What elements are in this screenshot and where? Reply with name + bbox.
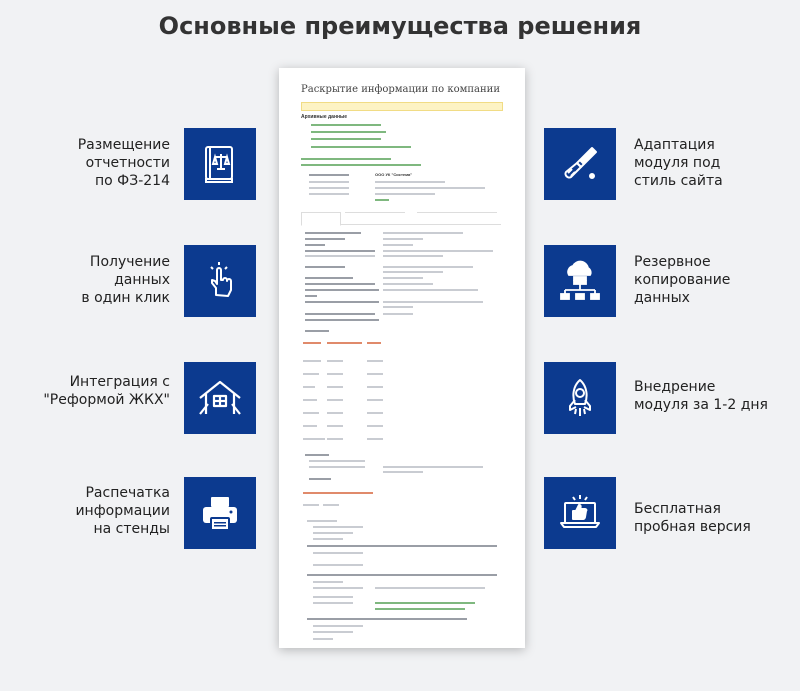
feature-label-trial <box>634 500 800 536</box>
rocket-icon <box>544 362 616 434</box>
row-value <box>383 255 443 257</box>
row-label <box>313 631 353 633</box>
row-value <box>383 289 478 291</box>
schedule-cell <box>367 399 383 401</box>
field-value <box>375 193 435 195</box>
row-value <box>383 232 463 234</box>
row-label <box>313 596 353 598</box>
row-value <box>383 250 493 252</box>
row-label <box>305 454 329 456</box>
row-value <box>383 244 413 246</box>
row-value <box>383 306 413 308</box>
archive-link[interactable] <box>311 138 381 140</box>
row-label <box>305 238 345 240</box>
notice-banner <box>301 102 503 111</box>
schedule-header <box>327 342 362 344</box>
feature-label-adapt <box>634 136 800 190</box>
section-heading <box>307 574 497 576</box>
document-link[interactable] <box>375 608 465 610</box>
feature-label-line: на стенды <box>93 521 170 537</box>
schedule-cell <box>367 360 383 362</box>
row-value <box>375 587 485 589</box>
feature-label-line: копирование <box>634 272 731 288</box>
row-value <box>383 301 483 303</box>
feature-label-backup <box>634 253 800 307</box>
field-label <box>309 187 349 189</box>
law-book-icon <box>184 128 256 200</box>
schedule-cell <box>327 399 343 401</box>
schedule-cell <box>303 412 319 414</box>
row-value <box>383 266 473 268</box>
feature-label-fz214 <box>0 136 170 190</box>
field-label <box>309 174 349 176</box>
archive-link[interactable] <box>311 124 381 126</box>
row-label <box>305 232 361 234</box>
company-name: ООО УК "Система" <box>375 172 413 177</box>
row-value <box>383 271 443 273</box>
archive-heading: Архивные данные <box>301 114 348 120</box>
feature-label-line: Бесплатная <box>634 501 721 517</box>
section-heading <box>307 545 497 547</box>
feature-label-line: пробная версия <box>634 519 751 535</box>
feature-label-deploy <box>634 378 800 414</box>
row-value <box>383 238 423 240</box>
row-label <box>313 564 363 566</box>
row-label <box>305 244 325 246</box>
schedule-cell <box>367 412 383 414</box>
feature-label-line: Резервное <box>634 254 711 270</box>
tab-property[interactable] <box>417 212 497 225</box>
row-label <box>305 301 379 303</box>
row-label <box>313 552 363 554</box>
row-label <box>313 587 363 589</box>
document-preview <box>279 68 525 648</box>
reception-cell <box>323 504 339 506</box>
schedule-cell <box>327 360 343 362</box>
row-value <box>383 277 423 279</box>
schedule-cell <box>327 373 343 375</box>
row-label <box>305 277 353 279</box>
row-label <box>305 255 375 257</box>
row-label <box>313 638 333 640</box>
row-label <box>305 266 345 268</box>
feature-label-line: Получение <box>89 254 170 270</box>
feature-label-line: модуля под <box>634 155 721 171</box>
schedule-header <box>367 342 381 344</box>
schedule-cell <box>303 373 319 375</box>
feature-label-line: в один клик <box>81 290 170 306</box>
schedule-header <box>303 342 321 344</box>
laptop-like-icon <box>544 477 616 549</box>
schedule-cell <box>327 438 343 440</box>
house-hands-icon <box>184 362 256 434</box>
info-link[interactable] <box>301 158 391 160</box>
schedule-cell <box>327 386 343 388</box>
field-value <box>375 187 485 189</box>
tab-finance[interactable] <box>345 212 405 225</box>
feature-label-reform <box>0 373 170 409</box>
feature-label-line: Адаптация <box>634 137 715 153</box>
feature-label-line: стиль сайта <box>634 173 723 189</box>
schedule-cell <box>327 412 343 414</box>
archive-link[interactable] <box>311 146 411 148</box>
row-label <box>313 526 363 528</box>
printer-icon <box>184 477 256 549</box>
tab-general[interactable] <box>301 212 341 226</box>
row-label <box>309 466 365 468</box>
row-label <box>305 283 375 285</box>
feature-label-oneclick <box>0 253 170 307</box>
document-tabs <box>301 212 501 225</box>
schedule-cell <box>303 438 325 440</box>
field-value <box>375 181 445 183</box>
feature-label-line: Интеграция с <box>69 374 170 390</box>
page-title: Основные преимущества решения <box>158 12 642 40</box>
row-label <box>307 520 337 522</box>
brush-icon <box>544 128 616 200</box>
row-label <box>305 313 375 315</box>
feature-label-line: "Реформой ЖКХ" <box>43 392 170 408</box>
row-label <box>313 532 353 534</box>
row-label <box>313 602 353 604</box>
feature-label-line: информации <box>75 503 170 519</box>
row-label <box>305 319 379 321</box>
feature-label-line: Внедрение <box>634 379 716 395</box>
document-link[interactable] <box>375 602 475 604</box>
schedule-cell <box>367 425 383 427</box>
feature-label-line: Распечатка <box>85 485 170 501</box>
row-label <box>313 581 343 583</box>
schedule-cell <box>367 438 383 440</box>
row-label <box>309 478 331 480</box>
schedule-cell <box>367 386 383 388</box>
feature-label-line: модуля за 1-2 дня <box>634 397 768 413</box>
row-label <box>305 330 329 332</box>
reception-cell <box>303 504 319 506</box>
feature-label-line: данных <box>634 290 690 306</box>
row-value <box>383 283 433 285</box>
field-label <box>309 181 349 183</box>
row-value <box>383 466 483 468</box>
row-label <box>305 250 375 252</box>
document-title: Раскрытие информации по компании <box>301 84 500 95</box>
row-label <box>305 295 317 297</box>
tap-hand-icon <box>184 245 256 317</box>
feature-label-line: Размещение <box>77 137 170 153</box>
feature-label-print <box>0 484 170 538</box>
row-value <box>383 471 423 473</box>
row-label <box>313 625 363 627</box>
field-label <box>309 193 349 195</box>
schedule-cell <box>303 399 317 401</box>
row-label <box>305 289 379 291</box>
feature-label-line: данных <box>114 272 170 288</box>
section-heading <box>307 618 467 620</box>
reception-header <box>303 492 373 494</box>
schedule-cell <box>303 386 315 388</box>
info-link[interactable] <box>301 164 421 166</box>
row-label <box>309 460 365 462</box>
row-value <box>383 313 413 315</box>
schedule-cell <box>327 425 343 427</box>
schedule-cell <box>303 360 321 362</box>
feature-label-line: по ФЗ-214 <box>95 173 170 189</box>
schedule-cell <box>367 373 383 375</box>
feature-label-line: отчетности <box>85 155 170 171</box>
cloud-backup-icon <box>544 245 616 317</box>
schedule-cell <box>303 425 317 427</box>
field-link[interactable] <box>375 199 389 201</box>
archive-link[interactable] <box>311 131 386 133</box>
row-label <box>313 538 343 540</box>
